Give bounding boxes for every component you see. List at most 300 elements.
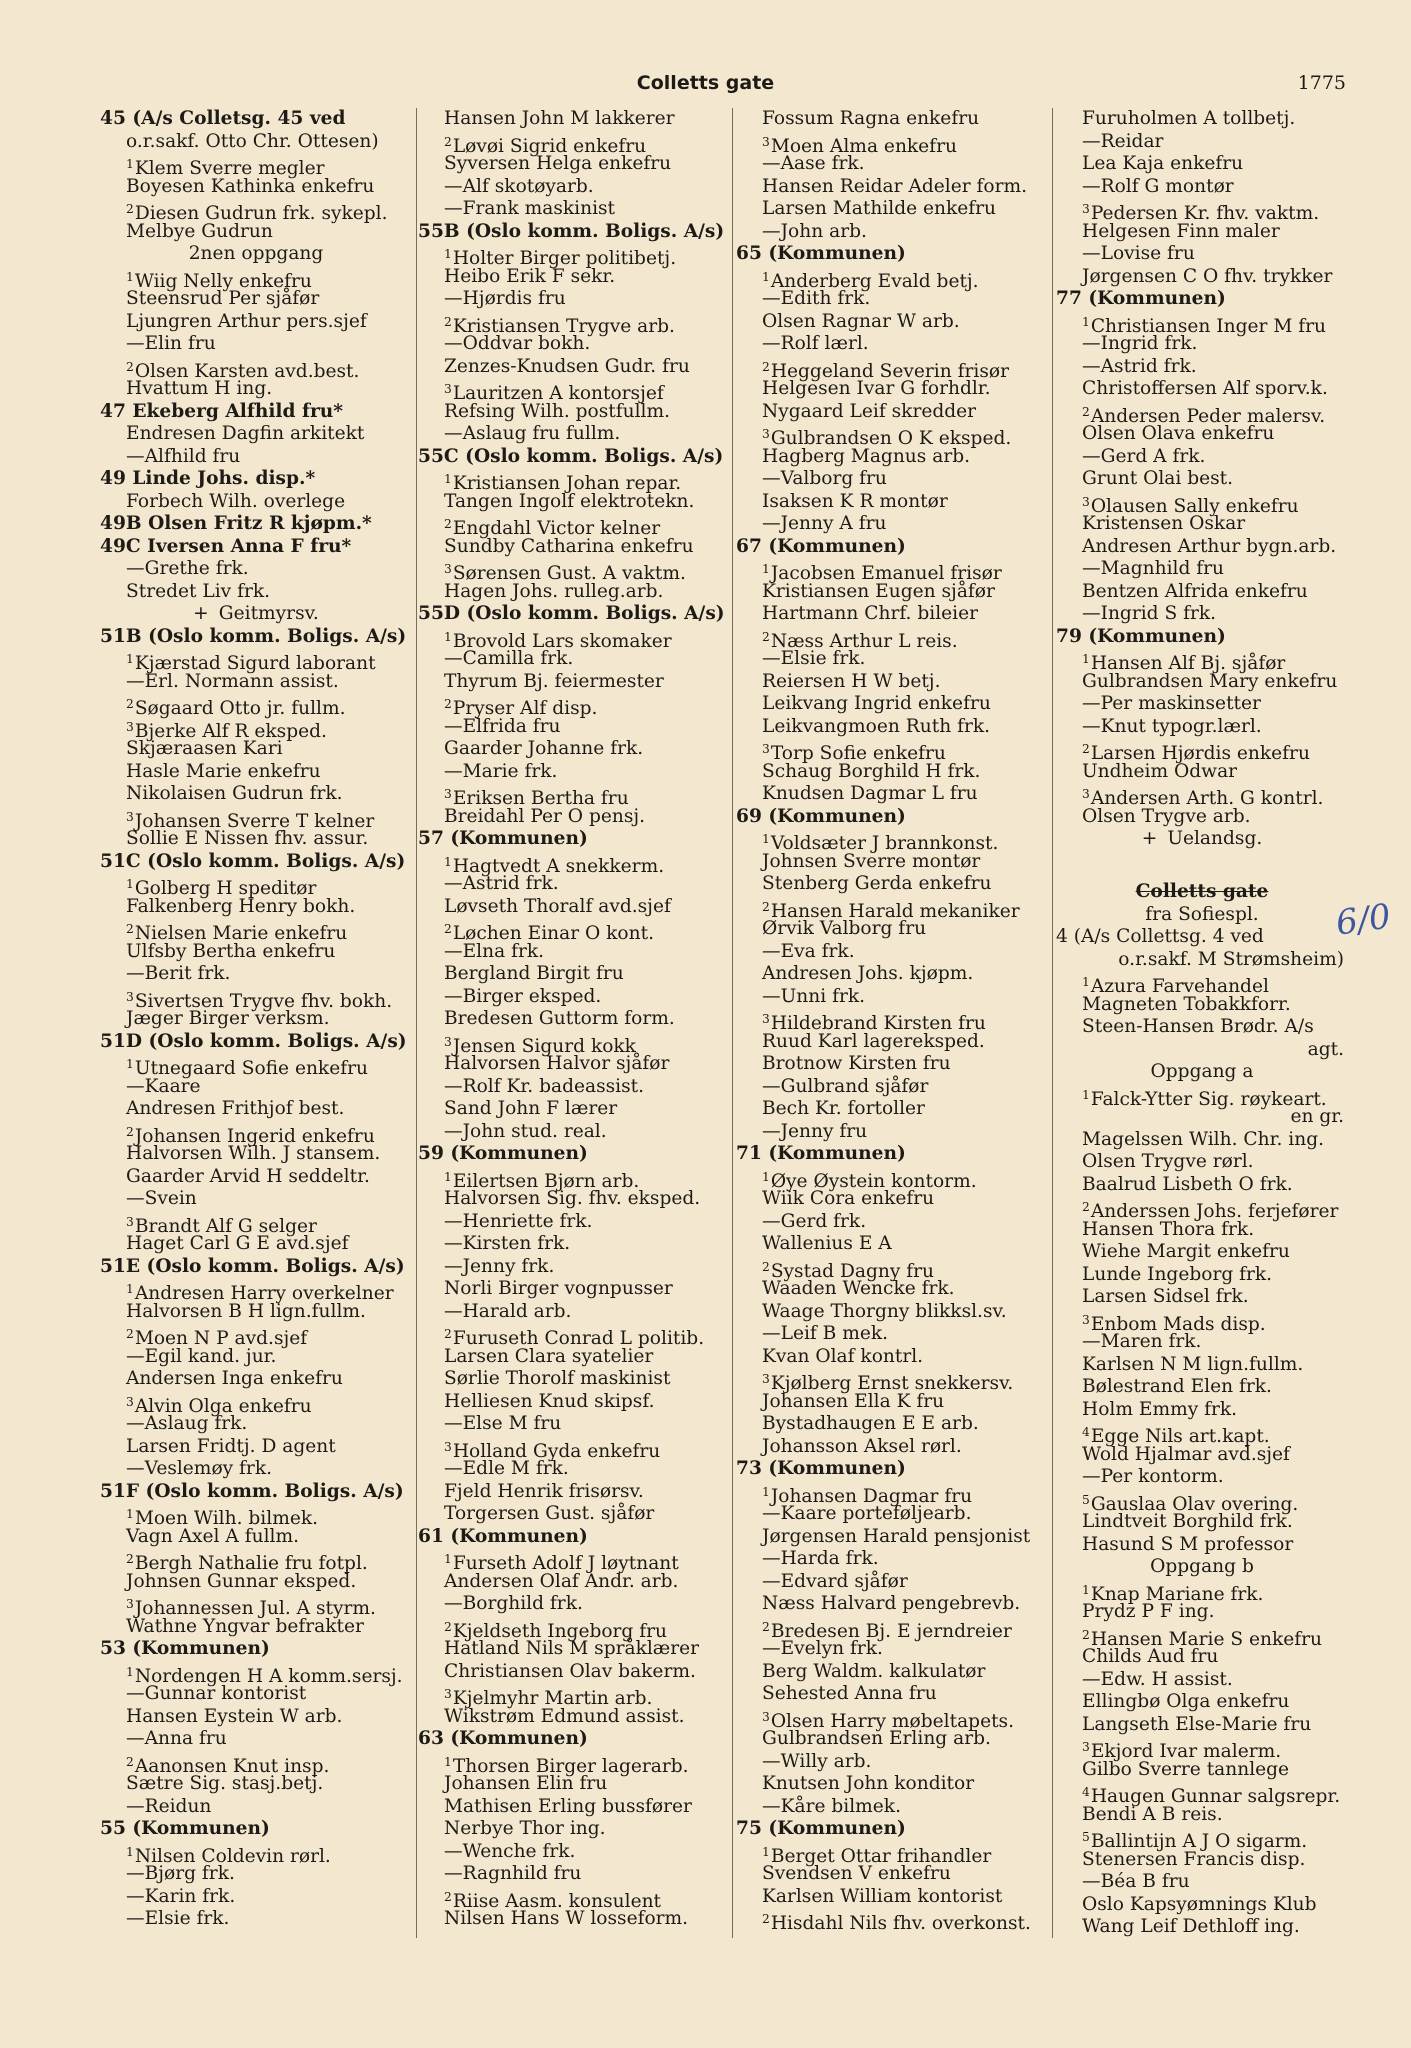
entry-text: Gulbrandsen O K eksped. <box>770 428 1012 450</box>
entry-text: Bentzen Alfrida enkefru <box>1082 580 1308 602</box>
directory-entry <box>100 1908 412 1931</box>
directory-entry <box>418 1053 730 1076</box>
entry-text: Kristiansen Trygve arb. <box>452 315 675 337</box>
directory-entry <box>736 851 1048 874</box>
directory-entry <box>418 986 730 1009</box>
directory-entry <box>418 1638 730 1661</box>
entry-text: —Kaare porteføljearb. <box>762 1503 972 1524</box>
directory-entry <box>418 1863 730 1886</box>
entry-text: Lindtveit Borghild frk. <box>1082 1511 1293 1532</box>
entry-text: Haugen Gunnar salgsrepr. <box>1090 1786 1341 1808</box>
directory-entry <box>736 1256 1048 1282</box>
entry-text: Hansen John M lakkerer <box>444 108 675 129</box>
directory-entry <box>100 1098 412 1121</box>
directory-entry <box>100 153 412 180</box>
entry-text: Lea Kaja enkefru <box>1082 153 1244 174</box>
address-heading <box>1056 626 1348 649</box>
directory-entry <box>418 1278 730 1301</box>
entry-text: —Reidun <box>126 1795 212 1817</box>
entry-text: Riise Aasm. konsulent <box>452 1890 662 1912</box>
entry-text: Wathne Yngvar befrakter <box>126 1615 364 1637</box>
entry-text: —Ragnhild fru <box>444 1863 582 1884</box>
page-header <box>0 72 1411 102</box>
entry-text: —Maren frk. <box>1082 1331 1202 1352</box>
directory-entry <box>736 1841 1048 1867</box>
directory-entry <box>1056 1894 1348 1917</box>
entry-text: 61 (Kommunen) <box>418 1525 588 1547</box>
entry-text: 79 (Kommunen) <box>1056 625 1226 647</box>
address-heading <box>100 626 412 649</box>
directory-entry <box>418 1593 730 1616</box>
directory-entry <box>1056 783 1348 810</box>
floor-number: 1 <box>126 1057 134 1071</box>
directory-entry <box>736 1436 1048 1459</box>
directory-entry <box>1056 693 1348 716</box>
entry-text: Holm Emmy frk. <box>1082 1398 1238 1420</box>
directory-entry <box>1056 1534 1348 1557</box>
directory-entry <box>1056 1444 1348 1467</box>
entry-text: Larsen Mathilde enkefru <box>762 198 997 219</box>
floor-number: 1 <box>126 877 134 891</box>
directory-columns <box>100 108 1350 1988</box>
entry-text: Kjærstad Sigurd laborant <box>134 653 376 675</box>
entry-text: 4 (A/s Collettsg. 4 ved <box>1056 926 1264 947</box>
directory-entry <box>100 806 412 832</box>
entry-text: Anderssen Johs. ferjefører <box>1090 1201 1339 1223</box>
entry-text: Breidahl Per O pensj. <box>444 805 646 827</box>
entry-text: Andersen Arth. G kontrl. <box>1090 788 1324 810</box>
entry-text: Knudsen Dagmar L fru <box>762 783 978 804</box>
directory-entry <box>736 311 1048 334</box>
entry-text: Golberg H speditør <box>134 878 317 900</box>
entry-text: Haget Carl G E avd.sjef <box>126 1233 349 1254</box>
entry-text: Kjølberg Ernst snekkersv. <box>770 1373 1014 1395</box>
directory-entry <box>736 716 1048 739</box>
entry-text: Næss Halvard pengebrevb. <box>762 1593 1021 1614</box>
entry-text: Kristiansen Johan repar. <box>452 473 682 495</box>
entry-text: —Alf skotøyarb. <box>444 175 594 197</box>
directory-entry <box>1056 1466 1348 1489</box>
directory-entry <box>736 558 1048 585</box>
directory-entry <box>736 176 1048 199</box>
entry-text: —Henriette frk. <box>444 1210 593 1232</box>
directory-entry <box>1056 536 1348 559</box>
entry-text: —Harda frk. <box>762 1548 879 1569</box>
directory-entry <box>100 558 412 581</box>
directory-entry <box>418 918 730 945</box>
entry-text: 51D (Oslo komm. Boligs. A/s) <box>100 1030 407 1052</box>
floor-number: 4 <box>1082 1425 1090 1439</box>
entry-text: Jørgensen C O fhv. trykker <box>1082 265 1333 287</box>
directory-entry <box>418 1098 730 1121</box>
entry-text: 59 (Kommunen) <box>418 1143 588 1164</box>
entry-text: —Aslaug fru fullm. <box>444 423 621 444</box>
entry-text: Steen-Hansen Brødr. A/s <box>1082 1016 1314 1037</box>
directory-entry <box>1056 1781 1348 1808</box>
address-heading <box>100 401 412 424</box>
floor-number: 2 <box>126 697 134 711</box>
floor-number: 3 <box>444 382 452 396</box>
floor-number: 1 <box>1082 314 1090 329</box>
entry-text: Endresen Dagfin arkitekt <box>126 423 365 444</box>
entry-text: Bredesen Guttorm form. <box>444 1008 675 1029</box>
entry-text: Eriksen Bertha fru <box>452 788 629 810</box>
directory-entry <box>1056 828 1348 851</box>
entry-text: Ruud Karl lagereksped. <box>762 1030 985 1052</box>
directory-entry <box>418 761 730 784</box>
entry-text: Grunt Olai best. <box>1082 468 1234 489</box>
directory-entry <box>1056 881 1348 904</box>
floor-number: 2 <box>444 1619 452 1634</box>
directory-entry <box>100 491 412 514</box>
entry-text: Geitmyrsv. <box>218 603 319 624</box>
directory-entry <box>100 963 412 986</box>
entry-text: Vagn Axel A fullm. <box>126 1525 299 1547</box>
entry-text: Johansson Aksel rørl. <box>762 1435 962 1457</box>
entry-text: Berget Ottar frihandler <box>770 1845 992 1867</box>
directory-entry <box>736 1886 1048 1909</box>
directory-entry <box>736 1008 1048 1035</box>
directory-entry <box>100 581 412 604</box>
floor-number: 2 <box>1082 1627 1090 1642</box>
entry-text: Bech Kr. fortoller <box>762 1098 925 1119</box>
directory-entry <box>1056 176 1348 199</box>
directory-entry <box>736 1706 1048 1732</box>
directory-entry <box>418 1548 730 1575</box>
entry-text: —Elin fru <box>126 333 216 354</box>
entry-text: Christoffersen Alf sporv.k. <box>1082 378 1328 399</box>
entry-text: Hansen Harald mekaniker <box>770 900 1020 922</box>
directory-entry <box>418 1571 730 1594</box>
floor-number: 1 <box>1082 652 1090 666</box>
entry-text: Lauritzen A kontorsjef <box>452 383 664 405</box>
entry-text: Hansen Alf Bj. sjåfør <box>1090 653 1286 675</box>
entry-text: —Camilla frk. <box>444 648 574 669</box>
entry-text: Undheim Odwar <box>1082 760 1238 782</box>
entry-text: Voldsæter J brannkonst. <box>770 833 999 855</box>
floor-number: 2 <box>126 1124 134 1139</box>
directory-entry <box>418 356 730 379</box>
floor-number: 2 <box>1082 742 1090 756</box>
directory-entry <box>736 783 1048 806</box>
floor-number: 3 <box>762 1372 770 1386</box>
directory-entry <box>736 1368 1048 1395</box>
entry-text: Baalrud Lisbeth O frk. <box>1082 1173 1293 1195</box>
floor-number: 3 <box>1082 202 1090 216</box>
entry-text: Andresen Johs. kjøpm. <box>762 963 974 984</box>
entry-text: Thorsen Birger lagerarb. <box>452 1755 689 1777</box>
directory-entry <box>100 243 412 266</box>
directory-entry <box>418 1166 730 1192</box>
entry-text: —Else M fru <box>444 1413 562 1434</box>
entry-text: Gaarder Arvid H seddeltr. <box>126 1165 370 1187</box>
floor-number: 2 <box>762 1619 770 1634</box>
floor-number: 2 <box>126 1327 134 1341</box>
directory-entry <box>736 1751 1048 1774</box>
entry-text: Fossum Ragna enkefru <box>762 108 980 129</box>
entry-text: Hasle Marie enkefru <box>126 760 321 782</box>
entry-text: Hagtvedt A snekkerm. <box>452 855 665 877</box>
directory-entry <box>418 1211 730 1234</box>
directory-entry <box>736 221 1048 244</box>
entry-text: —Gunnar kontorist <box>126 1683 307 1704</box>
entry-text: Alvin Olga enkefru <box>134 1395 312 1417</box>
entry-text: Halvorsen Sig. fhv. eksped. <box>444 1188 701 1209</box>
entry-text: —Jenny frk. <box>444 1255 555 1277</box>
directory-entry <box>736 1908 1048 1935</box>
floor-number: 3 <box>762 1012 770 1026</box>
entry-text: Wiik Cora enkefru <box>762 1188 935 1209</box>
directory-column-4 <box>1056 108 1348 1939</box>
directory-entry <box>736 1571 1048 1594</box>
floor-number: 3 <box>444 1687 452 1701</box>
entry-text: Nygaard Leif skredder <box>762 400 977 422</box>
directory-column-2 <box>418 108 730 1931</box>
directory-entry <box>1056 1309 1348 1335</box>
directory-entry <box>1056 648 1348 675</box>
directory-entry <box>100 1728 412 1751</box>
entry-text: Moen Wilh. bilmek. <box>134 1508 319 1530</box>
entry-text: 55C (Oslo komm. Boligs. A/s) <box>418 445 724 467</box>
directory-entry <box>1056 994 1348 1017</box>
directory-entry <box>418 1796 730 1819</box>
directory-entry <box>100 716 412 742</box>
directory-entry <box>418 131 730 157</box>
directory-entry <box>100 896 412 919</box>
entry-text: Olsen Trygve arb. <box>1082 805 1251 827</box>
address-heading <box>100 468 412 491</box>
directory-entry <box>418 288 730 311</box>
directory-entry <box>736 1773 1048 1796</box>
entry-text: 51B (Oslo komm. Boligs. A/s) <box>100 625 407 647</box>
address-heading <box>1056 288 1348 311</box>
directory-entry <box>418 963 730 986</box>
directory-entry <box>1056 1579 1348 1605</box>
entry-text: Johansen Sverre T kelner <box>134 810 375 832</box>
entry-text: —Rolf lærl. <box>762 333 869 354</box>
directory-entry <box>100 266 412 292</box>
entry-text: —Elna frk. <box>444 940 545 962</box>
directory-entry <box>736 1301 1048 1324</box>
entry-text: 51C (Oslo komm. Boligs. A/s) <box>100 850 406 872</box>
entry-text: 73 (Kommunen) <box>736 1458 906 1479</box>
floor-number: 3 <box>126 1597 134 1611</box>
floor-number: 3 <box>1082 787 1090 801</box>
entry-text: Johansen Ingerid enkefru <box>134 1125 375 1147</box>
entry-text: 75 (Kommunen) <box>736 1818 906 1839</box>
floor-number: 2 <box>444 697 452 711</box>
entry-text: Johansen Dagmar fru <box>770 1485 973 1507</box>
address-heading <box>100 1818 412 1841</box>
directory-entry <box>1056 468 1348 491</box>
directory-entry <box>418 1886 730 1912</box>
entry-text: Kristensen Oskar <box>1082 513 1246 534</box>
directory-entry <box>100 1053 412 1080</box>
floor-number: 2 <box>762 359 770 374</box>
directory-entry <box>100 356 412 382</box>
floor-number: 2 <box>126 922 134 936</box>
floor-number: 5 <box>1082 1492 1090 1507</box>
directory-entry <box>736 1323 1048 1346</box>
entry-text: 65 (Kommunen) <box>736 243 906 264</box>
directory-entry <box>736 603 1048 626</box>
directory-entry <box>100 986 412 1012</box>
directory-entry <box>1056 1039 1348 1062</box>
entry-text: —John arb. <box>762 220 867 242</box>
column-divider <box>732 108 733 1938</box>
directory-entry <box>100 1773 412 1796</box>
directory-entry <box>736 941 1048 964</box>
directory-entry <box>418 1818 730 1841</box>
entry-text: Jacobsen Emanuel frisør <box>770 563 1002 585</box>
directory-entry <box>736 1166 1048 1192</box>
directory-entry <box>100 1593 412 1620</box>
entry-text: Olsen Trygve rørl. <box>1082 1151 1254 1172</box>
entry-text: Brandt Alf G selger <box>134 1215 317 1237</box>
floor-number: 3 <box>126 809 134 824</box>
entry-text: Systad Dagny fru <box>770 1260 934 1282</box>
directory-entry <box>418 1391 730 1414</box>
entry-text: Nilsen Hans W losseform. <box>444 1908 689 1929</box>
entry-text: Aanonsen Knut insp. <box>134 1755 330 1777</box>
entry-text: Gilbo Sverre tannlege <box>1082 1758 1290 1780</box>
entry-text: 49B Olsen Fritz R kjøpm.* <box>100 513 372 534</box>
directory-entry <box>1056 153 1348 176</box>
directory-entry <box>100 1796 412 1819</box>
entry-text: agt. <box>1307 1038 1344 1060</box>
entry-text: Nordengen H A komm.sersj. <box>134 1665 403 1687</box>
floor-number: 2 <box>126 1552 134 1566</box>
directory-entry <box>736 1188 1048 1211</box>
entry-text: Heibo Erik F sekr. <box>444 265 616 287</box>
entry-text: Jensen Sigurd kokk <box>452 1035 636 1057</box>
entry-text: —Hjørdis fru <box>444 288 566 309</box>
directory-entry <box>100 1278 412 1305</box>
directory-column-1 <box>100 108 412 1931</box>
entry-text: Hasund S M professor <box>1082 1533 1294 1555</box>
directory-entry <box>736 828 1048 855</box>
directory-entry <box>736 468 1048 491</box>
directory-entry <box>1056 1489 1348 1515</box>
floor-number: 3 <box>762 742 770 756</box>
directory-entry <box>100 1121 412 1147</box>
entry-text: Christiansen Inger M fru <box>1090 315 1327 337</box>
directory-entry <box>418 1751 730 1777</box>
directory-entry <box>1056 266 1348 289</box>
cross-street-marker-icon: + <box>1141 828 1158 849</box>
floor-number: 1 <box>126 157 134 171</box>
floor-number: 2 <box>126 1754 134 1769</box>
entry-text: Egge Nils art.kapt. <box>1090 1426 1270 1448</box>
address-heading <box>100 1256 412 1279</box>
directory-entry <box>100 1143 412 1166</box>
entry-text: Falkenberg Henry bokh. <box>126 895 356 917</box>
directory-entry <box>1056 356 1348 379</box>
floor-number: 3 <box>1082 1740 1090 1754</box>
entry-text: o.r.sakf. Otto Chr. Ottesen) <box>126 130 379 152</box>
entry-text: Magelssen Wilh. Chr. ing. <box>1082 1128 1325 1150</box>
directory-entry <box>100 131 412 154</box>
address-heading <box>100 513 412 536</box>
entry-text: —Valborg fru <box>762 468 887 489</box>
entry-text: 71 (Kommunen) <box>736 1143 906 1164</box>
entry-text: —Jenny A fru <box>762 513 887 534</box>
directory-entry <box>736 333 1048 356</box>
directory-entry <box>100 1346 412 1369</box>
entry-text: Løvøi Sigrid enkefru <box>452 135 647 157</box>
directory-entry <box>736 198 1048 221</box>
cross-street-marker-icon: + <box>193 603 209 624</box>
entry-text: Andersen Inga enkefru <box>126 1368 343 1389</box>
directory-entry <box>418 1031 730 1057</box>
address-heading <box>736 243 1048 266</box>
directory-entry <box>736 761 1048 784</box>
directory-entry <box>1056 904 1348 927</box>
directory-entry <box>736 671 1048 694</box>
entry-text: Sundby Catharina enkefru <box>444 535 694 557</box>
directory-entry <box>1056 1849 1348 1872</box>
entry-text: Magneten Tobakkforr. <box>1082 993 1291 1015</box>
entry-text: Halvorsen Halvor sjåfør <box>444 1053 670 1074</box>
directory-entry <box>418 693 730 720</box>
directory-entry <box>418 1481 730 1504</box>
entry-text: Torgersen Gust. sjåfør <box>444 1503 655 1524</box>
entry-text: 69 (Kommunen) <box>736 805 906 827</box>
entry-text: —Edith frk. <box>762 288 871 309</box>
directory-entry <box>1056 738 1348 765</box>
directory-entry <box>1056 1016 1348 1039</box>
directory-entry <box>100 1323 412 1350</box>
entry-text: —Willy arb. <box>762 1750 872 1772</box>
directory-entry <box>100 1391 412 1417</box>
entry-text: Halvorsen Wilh. J stansem. <box>126 1143 381 1164</box>
entry-text: Nilsen Coldevin rørl. <box>134 1845 331 1867</box>
directory-entry <box>418 1301 730 1324</box>
entry-text: Christiansen Olav bakerm. <box>444 1660 696 1682</box>
directory-entry <box>736 513 1048 536</box>
directory-entry <box>1056 1669 1348 1692</box>
directory-entry <box>418 1706 730 1729</box>
directory-entry <box>736 401 1048 424</box>
entry-text: Waage Thorgny blikksl.sv. <box>762 1300 1007 1322</box>
directory-entry <box>100 1751 412 1777</box>
directory-entry <box>418 558 730 585</box>
directory-entry <box>1056 131 1348 154</box>
directory-entry <box>1056 491 1348 517</box>
entry-text: Norli Birger vognpusser <box>444 1278 673 1299</box>
directory-entry <box>100 198 412 225</box>
entry-text: Hisdahl Nils fhv. overkonst. <box>770 1913 1031 1935</box>
floor-number: 1 <box>444 472 452 486</box>
directory-entry <box>1056 1376 1348 1399</box>
directory-entry <box>100 333 412 356</box>
entry-text: Furuseth Conrad L politib. <box>452 1328 705 1350</box>
entry-text: —Per kontorm. <box>1082 1466 1224 1487</box>
entry-text: Brotnow Kirsten fru <box>762 1053 951 1074</box>
entry-text: 47 Ekeberg Alfhild fru* <box>100 400 343 422</box>
entry-text: Falck-Ytter Sig. røykeart. <box>1090 1088 1327 1110</box>
directory-entry <box>736 1031 1048 1054</box>
entry-text: en gr. <box>1290 1106 1344 1127</box>
directory-entry <box>1056 1174 1348 1197</box>
entry-text: Hvattum H ing. <box>126 378 273 399</box>
directory-entry <box>418 153 730 176</box>
directory-entry <box>418 423 730 446</box>
directory-entry <box>1056 671 1348 694</box>
entry-text: Furuholmen A tollbetj. <box>1082 108 1296 129</box>
entry-text: —Elsie frk. <box>762 648 866 669</box>
entry-text: Bjerke Alf R eksped. <box>134 720 327 742</box>
